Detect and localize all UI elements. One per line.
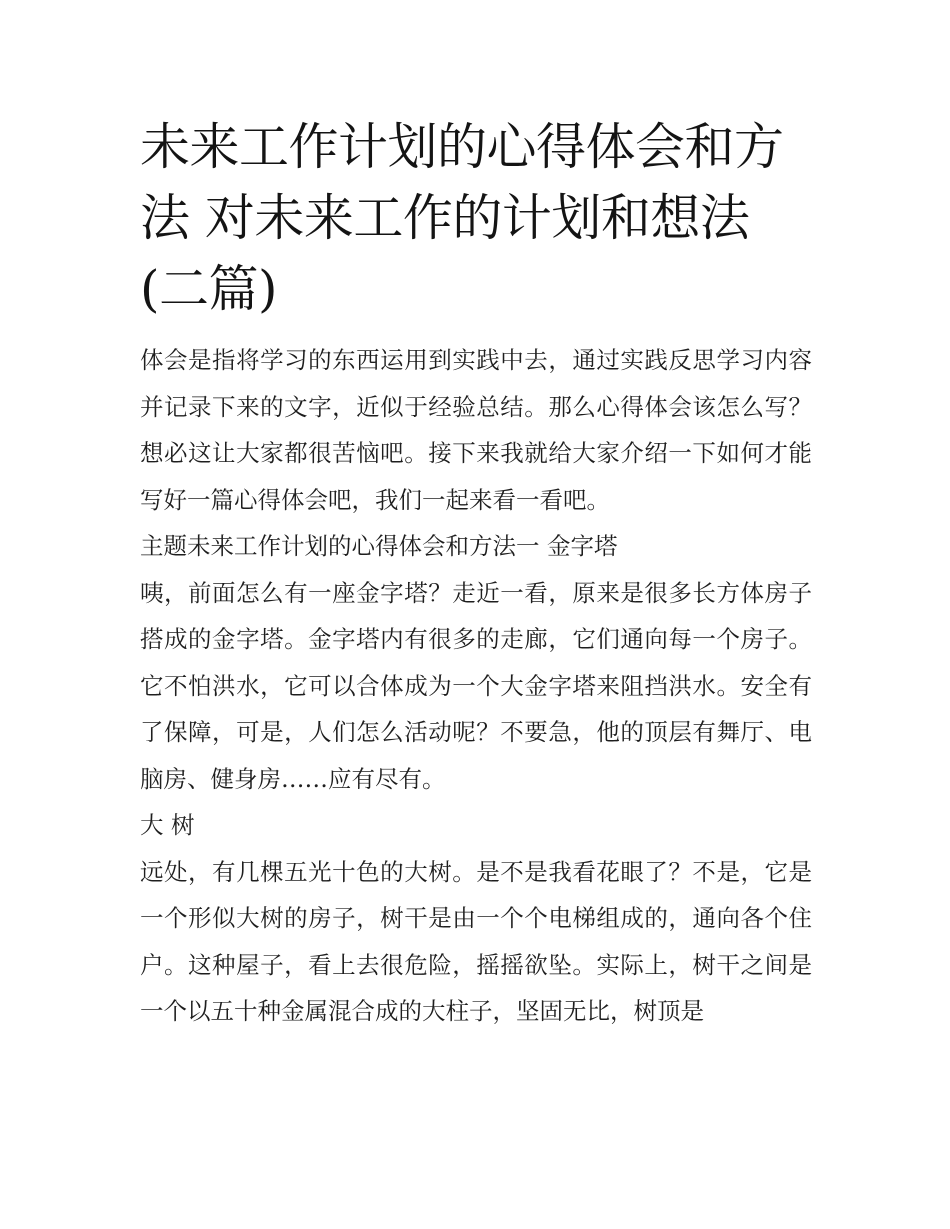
section-heading-pyramid: 主题未来工作计划的心得体会和方法一 金字塔 bbox=[140, 532, 618, 560]
title-line: 法 对未来工作的计划和想法 bbox=[140, 189, 750, 247]
pyramid-paragraph: 咦，前面怎么有一座金字塔？走近一看，原来是很多长方体房子搭成的金字塔。金字塔内有很多的走廊，它们通向每一个房子。它不怕洪水，它可以合体成为一个大金字塔来阻挡洪水。安全有了保障，可是，人们怎么活动呢？不要急，他的顶层有舞厅、电脑房、健身房……应有尽有。 bbox=[140, 578, 812, 793]
title-line: 未来工作计划的心得体会和方 bbox=[140, 118, 784, 176]
document-body bbox=[140, 337, 812, 1035]
title-line: (二篇) bbox=[140, 260, 278, 318]
document-title bbox=[140, 112, 812, 325]
intro-paragraph: 体会是指将学习的东西运用到实践中去，通过实践反思学习内容并记录下来的文字，近似于经验总结。那么心得体会该怎么写？想必这让大家都很苦恼吧。接下来我就给大家介绍一下如何才能写好一篇心得体会吧，我们一起来看一看吧。 bbox=[140, 346, 812, 514]
tree-paragraph: 远处，有几棵五光十色的大树。是不是我看花眼了？不是，它是一个形似大树的房子，树干是由一个个电梯组成的，通向各个住户。这种屋子，看上去很危险，摇摇欲坠。实际上，树干之间是一个以五十种金属混合成的大柱子，坚固无比，树顶是 bbox=[140, 857, 812, 1025]
section-heading-tree: 大 树 bbox=[140, 811, 195, 839]
document-content bbox=[140, 112, 812, 1035]
